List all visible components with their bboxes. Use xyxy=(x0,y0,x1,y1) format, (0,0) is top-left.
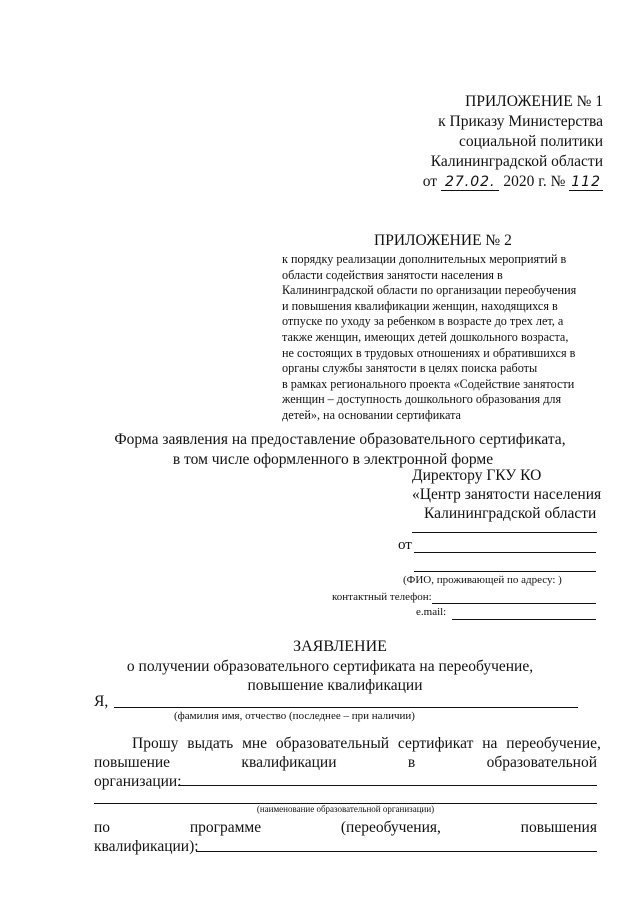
from-field[interactable] xyxy=(414,552,596,553)
appendix2-line: отпуске по уходу за ребенком в возрасте до трех лет, а xyxy=(282,314,564,329)
form-title-line1: Форма заявления на предоставление образовательного сертификата, xyxy=(114,431,566,448)
appendix1-title: ПРИЛОЖЕНИЕ № 1 xyxy=(465,93,603,110)
email-field[interactable] xyxy=(452,619,596,620)
phone-field[interactable] xyxy=(432,603,596,604)
appendix2-line: к порядку реализации дополнительных мероприятий в xyxy=(282,252,567,266)
fio-caption: (фамилия имя, отчество (последнее – при наличии) xyxy=(174,710,415,722)
body-line2-word: образовательной xyxy=(486,754,597,771)
email-label: e.mail: xyxy=(416,606,447,618)
body-line4-word: по xyxy=(94,819,111,836)
addressee-line2: «Центр занятости населения xyxy=(412,486,602,503)
from-label: от xyxy=(398,537,412,553)
organization-label: организации: xyxy=(94,773,182,790)
body-line2 xyxy=(94,753,597,772)
appendix2-line: области содействия занятости населения в xyxy=(282,267,503,282)
appendix1-line1: к Приказу Министерства xyxy=(438,113,603,130)
ya-label: Я, xyxy=(94,693,109,710)
appendix2-line: органы службы занятости в целях поиска работы xyxy=(282,361,538,376)
from-field-extra[interactable] xyxy=(414,571,596,572)
body-line4-word: (переобучения, xyxy=(340,819,441,836)
qualification-label: квалификации): xyxy=(94,838,199,855)
form-title-line2: в том числе оформленного в электронной форме xyxy=(172,451,494,468)
body-line1-text: Прошу выдать мне образовательный сертификат на переобучение, xyxy=(132,735,601,752)
addressee-line1: Директору ГКУ КО xyxy=(412,467,542,484)
appendix1-line3: Калининградской области xyxy=(430,153,603,170)
appendix2-text xyxy=(282,252,602,424)
appendix2-title: ПРИЛОЖЕНИЕ № 2 xyxy=(374,232,512,249)
addressee-blank-line[interactable] xyxy=(412,532,597,533)
statement-title: ЗАЯВЛЕНИЕ xyxy=(293,638,387,655)
body-line2-word: квалификации xyxy=(241,754,337,771)
date-year: 2020 г. № xyxy=(503,173,566,190)
organization-field[interactable] xyxy=(178,785,597,786)
body-line5 xyxy=(94,837,597,856)
body-line2-word: в xyxy=(407,754,416,771)
phone-label: контактный телефон: xyxy=(332,591,432,603)
appendix2-line: в рамках регионального проекта «Содействие занятости xyxy=(282,376,575,391)
number-handwritten: 112 xyxy=(571,174,601,190)
body-line4-word: повышения xyxy=(520,819,597,836)
addressee-line3: Калининградской области xyxy=(424,505,597,522)
appendix2-line: детей», на основании сертификата xyxy=(282,407,461,422)
appendix2-line: не состоящих в трудовых отношениях и обратившихся в xyxy=(282,345,576,360)
body-line3 xyxy=(94,772,597,791)
body-line4-word: программе xyxy=(189,819,262,836)
appendix2-line: также женщин, имеющих детей дошкольного возраста, xyxy=(282,329,569,344)
body-line4 xyxy=(94,818,597,837)
program-field[interactable] xyxy=(196,851,597,852)
body-line2-word: повышение xyxy=(94,754,171,771)
org-caption: (наименование образовательной организации) xyxy=(256,804,435,814)
appendix2-line: женщин – доступность дошкольного образования для xyxy=(282,392,562,407)
appendix1-date-line xyxy=(423,172,603,192)
date-prefix: от xyxy=(422,173,438,190)
fio-field[interactable] xyxy=(114,707,578,708)
statement-subtitle1: о получении образовательного сертификата на переобучение, xyxy=(126,658,534,675)
appendix1-line2: социальной политики xyxy=(458,133,603,150)
appendix2-line: и повышения квалификации женщин, находящихся в xyxy=(282,298,558,313)
statement-subtitle2: повышение квалификации xyxy=(247,677,423,694)
date-handwritten: 27.02. xyxy=(441,174,500,191)
appendix2-line: Калининградской области по организации переобучения xyxy=(282,283,577,298)
fio-note: (ФИО, проживающей по адресу: ) xyxy=(403,574,562,586)
body-line1 xyxy=(94,734,601,753)
